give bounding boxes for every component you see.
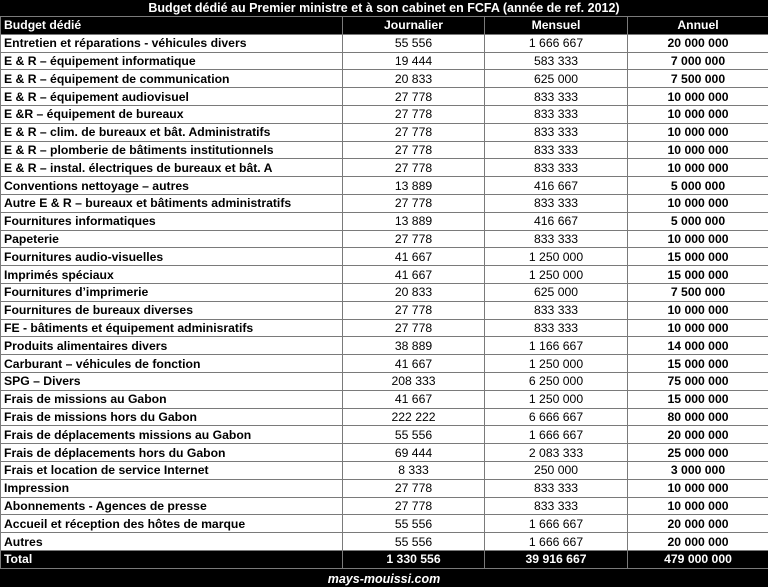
table-row <box>1 515 768 533</box>
row-label: Entretien et réparations - véhicules divers <box>1 34 343 52</box>
row-daily: 41 667 <box>343 266 485 284</box>
row-annual: 10 000 000 <box>628 479 768 497</box>
row-label: Frais de missions hors du Gabon <box>1 408 343 426</box>
total-annual: 479 000 000 <box>628 550 768 568</box>
row-monthly: 6 250 000 <box>485 372 628 390</box>
row-label: Autres <box>1 533 343 551</box>
row-label: E & R – clim. de bureaux et bât. Administratifs <box>1 123 343 141</box>
row-label: Accueil et réception des hôtes de marque <box>1 515 343 533</box>
budget-table <box>0 16 768 569</box>
row-label: Conventions nettoyage – autres <box>1 177 343 195</box>
row-label: Produits alimentaires divers <box>1 337 343 355</box>
row-label: Imprimés spéciaux <box>1 266 343 284</box>
row-annual: 15 000 000 <box>628 355 768 373</box>
row-daily: 208 333 <box>343 372 485 390</box>
row-label: Impression <box>1 479 343 497</box>
row-label: E & R – plomberie de bâtiments institutionnels <box>1 141 343 159</box>
table-header-row <box>1 17 768 35</box>
table-row <box>1 34 768 52</box>
row-daily: 69 444 <box>343 444 485 462</box>
row-annual: 14 000 000 <box>628 337 768 355</box>
row-label: Carburant – véhicules de fonction <box>1 355 343 373</box>
row-monthly: 1 250 000 <box>485 248 628 266</box>
row-daily: 27 778 <box>343 141 485 159</box>
row-monthly: 1 166 667 <box>485 337 628 355</box>
row-annual: 80 000 000 <box>628 408 768 426</box>
table-row <box>1 390 768 408</box>
row-daily: 41 667 <box>343 248 485 266</box>
row-daily: 27 778 <box>343 88 485 106</box>
table-row <box>1 319 768 337</box>
table-row <box>1 212 768 230</box>
row-monthly: 833 333 <box>485 319 628 337</box>
row-daily: 27 778 <box>343 159 485 177</box>
row-label: Fournitures de bureaux diverses <box>1 301 343 319</box>
row-daily: 27 778 <box>343 123 485 141</box>
row-label: Frais et location de service Internet <box>1 461 343 479</box>
row-annual: 7 500 000 <box>628 283 768 301</box>
row-daily: 38 889 <box>343 337 485 355</box>
table-row <box>1 141 768 159</box>
table-row <box>1 533 768 551</box>
row-label: E & R – équipement de communication <box>1 70 343 88</box>
row-monthly: 833 333 <box>485 88 628 106</box>
row-daily: 20 833 <box>343 283 485 301</box>
row-annual: 10 000 000 <box>628 497 768 515</box>
table-row <box>1 123 768 141</box>
table-row <box>1 105 768 123</box>
row-annual: 5 000 000 <box>628 177 768 195</box>
row-daily: 13 889 <box>343 177 485 195</box>
total-monthly: 39 916 667 <box>485 550 628 568</box>
row-monthly: 1 666 667 <box>485 533 628 551</box>
row-annual: 75 000 000 <box>628 372 768 390</box>
column-header-annual: Annuel <box>628 17 768 35</box>
row-daily: 27 778 <box>343 497 485 515</box>
table-row <box>1 194 768 212</box>
table-row <box>1 497 768 515</box>
row-monthly: 1 666 667 <box>485 426 628 444</box>
row-monthly: 833 333 <box>485 141 628 159</box>
row-daily: 41 667 <box>343 390 485 408</box>
row-daily: 27 778 <box>343 479 485 497</box>
row-daily: 27 778 <box>343 230 485 248</box>
row-annual: 25 000 000 <box>628 444 768 462</box>
row-monthly: 833 333 <box>485 123 628 141</box>
row-annual: 15 000 000 <box>628 248 768 266</box>
row-label: E & R – équipement audiovisuel <box>1 88 343 106</box>
row-label: Autre E & R – bureaux et bâtiments administratifs <box>1 194 343 212</box>
total-daily: 1 330 556 <box>343 550 485 568</box>
row-daily: 55 556 <box>343 34 485 52</box>
row-label: Fournitures d’imprimerie <box>1 283 343 301</box>
table-row <box>1 283 768 301</box>
row-monthly: 1 250 000 <box>485 390 628 408</box>
table-row <box>1 444 768 462</box>
row-daily: 19 444 <box>343 52 485 70</box>
total-row <box>1 550 768 568</box>
row-label: Abonnements - Agences de presse <box>1 497 343 515</box>
row-monthly: 1 250 000 <box>485 355 628 373</box>
row-annual: 15 000 000 <box>628 266 768 284</box>
row-annual: 7 500 000 <box>628 70 768 88</box>
page-title: Budget dédié au Premier ministre et à son cabinet en FCFA (année de ref. 2012) <box>148 1 620 15</box>
row-annual: 20 000 000 <box>628 533 768 551</box>
row-daily: 55 556 <box>343 533 485 551</box>
row-daily: 8 333 <box>343 461 485 479</box>
row-monthly: 833 333 <box>485 105 628 123</box>
row-monthly: 583 333 <box>485 52 628 70</box>
row-label: FE - bâtiments et équipement adminisratifs <box>1 319 343 337</box>
row-annual: 3 000 000 <box>628 461 768 479</box>
row-annual: 10 000 000 <box>628 194 768 212</box>
row-annual: 20 000 000 <box>628 515 768 533</box>
row-annual: 10 000 000 <box>628 301 768 319</box>
column-header-budget: Budget dédié <box>1 17 343 35</box>
row-monthly: 833 333 <box>485 230 628 248</box>
total-label: Total <box>1 550 343 568</box>
row-label: SPG – Divers <box>1 372 343 390</box>
row-monthly: 625 000 <box>485 283 628 301</box>
row-monthly: 250 000 <box>485 461 628 479</box>
row-daily: 27 778 <box>343 319 485 337</box>
row-monthly: 416 667 <box>485 177 628 195</box>
row-monthly: 833 333 <box>485 159 628 177</box>
row-monthly: 1 666 667 <box>485 515 628 533</box>
row-monthly: 1 250 000 <box>485 266 628 284</box>
row-label: Papeterie <box>1 230 343 248</box>
row-daily: 41 667 <box>343 355 485 373</box>
row-daily: 20 833 <box>343 70 485 88</box>
table-row <box>1 372 768 390</box>
row-monthly: 833 333 <box>485 194 628 212</box>
row-label: Frais de déplacements hors du Gabon <box>1 444 343 462</box>
row-daily: 55 556 <box>343 426 485 444</box>
row-label: E & R – instal. électriques de bureaux et bât. A <box>1 159 343 177</box>
table-row <box>1 355 768 373</box>
row-annual: 20 000 000 <box>628 426 768 444</box>
table-row <box>1 479 768 497</box>
row-annual: 20 000 000 <box>628 34 768 52</box>
row-label: E & R – équipement informatique <box>1 52 343 70</box>
row-annual: 10 000 000 <box>628 159 768 177</box>
row-monthly: 416 667 <box>485 212 628 230</box>
row-annual: 10 000 000 <box>628 319 768 337</box>
row-label: Frais de déplacements missions au Gabon <box>1 426 343 444</box>
row-daily: 27 778 <box>343 194 485 212</box>
row-daily: 27 778 <box>343 105 485 123</box>
table-row <box>1 337 768 355</box>
table-row <box>1 248 768 266</box>
source-footer: mays-mouissi.com <box>327 572 441 586</box>
row-monthly: 833 333 <box>485 479 628 497</box>
row-monthly: 833 333 <box>485 301 628 319</box>
column-header-daily: Journalier <box>343 17 485 35</box>
row-label: Fournitures audio-visuelles <box>1 248 343 266</box>
row-monthly: 625 000 <box>485 70 628 88</box>
table-row <box>1 230 768 248</box>
row-monthly: 1 666 667 <box>485 34 628 52</box>
row-annual: 10 000 000 <box>628 123 768 141</box>
table-body <box>1 34 768 550</box>
row-annual: 5 000 000 <box>628 212 768 230</box>
table-row <box>1 70 768 88</box>
table-row <box>1 177 768 195</box>
row-label: Frais de missions au Gabon <box>1 390 343 408</box>
row-daily: 27 778 <box>343 301 485 319</box>
table-row <box>1 426 768 444</box>
row-annual: 10 000 000 <box>628 141 768 159</box>
row-daily: 222 222 <box>343 408 485 426</box>
row-monthly: 6 666 667 <box>485 408 628 426</box>
table-row <box>1 266 768 284</box>
table-row <box>1 461 768 479</box>
row-annual: 10 000 000 <box>628 88 768 106</box>
table-row <box>1 408 768 426</box>
row-annual: 15 000 000 <box>628 390 768 408</box>
table-row <box>1 301 768 319</box>
row-annual: 7 000 000 <box>628 52 768 70</box>
table-row <box>1 88 768 106</box>
row-monthly: 2 083 333 <box>485 444 628 462</box>
column-header-monthly: Mensuel <box>485 17 628 35</box>
row-monthly: 833 333 <box>485 497 628 515</box>
row-annual: 10 000 000 <box>628 105 768 123</box>
row-annual: 10 000 000 <box>628 230 768 248</box>
table-row <box>1 52 768 70</box>
row-daily: 13 889 <box>343 212 485 230</box>
row-label: E &R – équipement de bureaux <box>1 105 343 123</box>
row-daily: 55 556 <box>343 515 485 533</box>
row-label: Fournitures informatiques <box>1 212 343 230</box>
table-row <box>1 159 768 177</box>
